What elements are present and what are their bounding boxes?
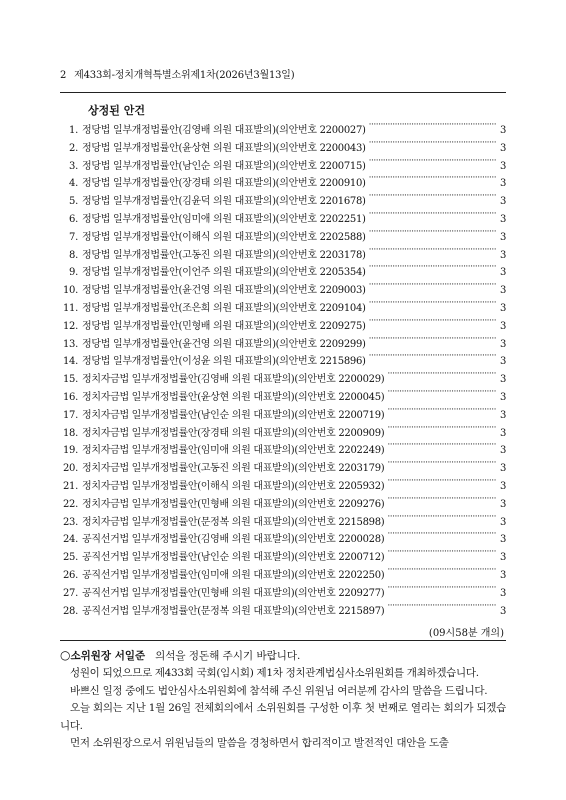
dot-leader bbox=[369, 192, 496, 204]
agenda-item-page: 3 bbox=[499, 302, 506, 314]
bottom-divider bbox=[60, 640, 506, 641]
agenda-item-number: 4. bbox=[69, 178, 78, 190]
agenda-item-title: 정당법 일부개정법률안(고동진 의원 대표발의)(의안번호 2203178) bbox=[82, 249, 366, 261]
agenda-item-title: 정당법 일부개정법률안(윤건영 의원 대표발의)(의안번호 2209003) bbox=[82, 285, 366, 297]
agenda-item-number: 20. bbox=[62, 463, 78, 475]
agenda-item-number: 10. bbox=[62, 285, 78, 297]
agenda-item-number: 12. bbox=[62, 320, 78, 332]
agenda-item bbox=[60, 424, 506, 442]
section-title: 상정된 안건 bbox=[88, 104, 145, 117]
agenda-item-title: 정당법 일부개정법률안(남인순 의원 대표발의)(의안번호 2200715) bbox=[82, 160, 366, 172]
agenda-item-number: 14. bbox=[62, 356, 78, 368]
agenda-item-title: 공직선거법 일부개정법률안(민형배 의원 대표발의)(의안번호 2209277) bbox=[82, 587, 385, 599]
agenda-item-number: 28. bbox=[62, 605, 78, 617]
agenda-item bbox=[60, 121, 506, 139]
agenda-item bbox=[60, 317, 506, 335]
dot-leader bbox=[387, 495, 496, 507]
running-header bbox=[60, 66, 294, 81]
dot-leader bbox=[387, 370, 496, 382]
agenda-item bbox=[60, 477, 506, 495]
agenda-item-page: 3 bbox=[499, 338, 506, 350]
dot-leader bbox=[387, 548, 496, 560]
dot-leader bbox=[369, 335, 496, 347]
agenda-item-number: 1. bbox=[69, 125, 78, 136]
agenda-item bbox=[60, 299, 506, 317]
agenda-item bbox=[60, 174, 506, 192]
speaker-mark: ○ bbox=[60, 648, 71, 662]
agenda-item-page: 3 bbox=[499, 587, 506, 599]
dot-leader bbox=[387, 530, 496, 542]
dot-leader bbox=[369, 263, 496, 275]
dot-leader bbox=[369, 174, 496, 186]
agenda-item bbox=[60, 210, 506, 228]
speech-body bbox=[60, 665, 506, 753]
agenda-item-number: 26. bbox=[62, 569, 78, 581]
agenda-item-page: 3 bbox=[499, 125, 506, 136]
dot-leader bbox=[387, 388, 496, 400]
agenda-item-title: 정치자금법 일부개정법률안(윤상현 의원 대표발의)(의안번호 2200045) bbox=[82, 391, 385, 403]
agenda-item-page: 3 bbox=[499, 320, 506, 332]
agenda-item-page: 3 bbox=[499, 463, 506, 475]
agenda-item-number: 27. bbox=[62, 587, 78, 599]
agenda-item-page: 3 bbox=[499, 249, 506, 261]
agenda-item-number: 19. bbox=[62, 445, 78, 457]
agenda-item bbox=[60, 352, 506, 370]
agenda-item-number: 25. bbox=[62, 552, 78, 564]
agenda-item bbox=[60, 139, 506, 157]
agenda-item-number: 7. bbox=[69, 231, 78, 243]
agenda-item bbox=[60, 157, 506, 175]
agenda-item-title: 정당법 일부개정법률안(조은희 의원 대표발의)(의안번호 2209104) bbox=[82, 302, 366, 314]
agenda-item bbox=[60, 370, 506, 388]
agenda-item-page: 3 bbox=[499, 534, 506, 546]
speaker-line bbox=[60, 648, 506, 663]
agenda-item-page: 3 bbox=[499, 160, 506, 172]
agenda-item-number: 2. bbox=[69, 142, 78, 154]
dot-leader bbox=[387, 566, 496, 578]
agenda-item-number: 13. bbox=[62, 338, 78, 350]
agenda-item-number: 21. bbox=[62, 480, 78, 492]
speech-paragraph: 성원이 되었으므로 제433회 국회(임시회) 제1차 정치관계법심사소위원회를 개최하겠습니다. bbox=[70, 667, 479, 679]
agenda-item-title: 공직선거법 일부개정법률안(임미애 의원 대표발의)(의안번호 2202250) bbox=[82, 569, 385, 581]
agenda-item-title: 정치자금법 일부개정법률안(김영배 의원 대표발의)(의안번호 2200029) bbox=[82, 374, 385, 386]
page-number: 2 bbox=[60, 70, 67, 81]
agenda-item-number: 22. bbox=[62, 498, 78, 510]
agenda-item-title: 정치자금법 일부개정법률안(문정복 의원 대표발의)(의안번호 2215898) bbox=[82, 516, 385, 528]
dot-leader bbox=[387, 602, 496, 614]
agenda-item-number: 9. bbox=[69, 267, 78, 279]
agenda-item-page: 3 bbox=[499, 196, 506, 208]
opening-time: (09시58분 개의) bbox=[428, 628, 504, 639]
agenda-item bbox=[60, 548, 506, 566]
agenda-item-number: 3. bbox=[69, 160, 78, 172]
agenda-item-title: 정당법 일부개정법률안(김윤덕 의원 대표발의)(의안번호 2201678) bbox=[82, 196, 366, 208]
agenda-item-page: 3 bbox=[499, 213, 506, 225]
top-divider bbox=[60, 92, 506, 93]
agenda-item-page: 3 bbox=[499, 445, 506, 457]
dot-leader bbox=[387, 406, 496, 418]
agenda-item bbox=[60, 459, 506, 477]
agenda-item-page: 3 bbox=[499, 356, 506, 368]
dot-leader bbox=[387, 441, 496, 453]
agenda-item bbox=[60, 228, 506, 246]
agenda-item-title: 정치자금법 일부개정법률안(고동진 의원 대표발의)(의안번호 2203179) bbox=[82, 463, 385, 475]
agenda-item-number: 6. bbox=[69, 213, 78, 225]
dot-leader bbox=[369, 210, 496, 222]
speaker-name: 소위원장 서일준 bbox=[70, 650, 146, 662]
speech-paragraph: 먼저 소위원장으로서 위원님들의 말씀을 경청하면서 합리적이고 발전적인 대안을 도출 bbox=[70, 737, 449, 750]
agenda-item bbox=[60, 335, 506, 353]
agenda-item bbox=[60, 584, 506, 602]
agenda-item-title: 정치자금법 일부개정법률안(이해식 의원 대표발의)(의안번호 2205932) bbox=[82, 480, 385, 492]
agenda-item-title: 정당법 일부개정법률안(김영배 의원 대표발의)(의안번호 2200027) bbox=[82, 125, 366, 136]
dot-leader bbox=[387, 584, 496, 596]
agenda-list bbox=[60, 121, 506, 619]
agenda-item-page: 3 bbox=[499, 374, 506, 386]
agenda-item bbox=[60, 602, 506, 620]
agenda-item-title: 정당법 일부개정법률안(임미애 의원 대표발의)(의안번호 2202251) bbox=[82, 213, 366, 225]
agenda-item-page: 3 bbox=[499, 516, 506, 528]
agenda-item-title: 정치자금법 일부개정법률안(남인순 의원 대표발의)(의안번호 2200719) bbox=[82, 409, 385, 421]
agenda-item-number: 15. bbox=[62, 374, 78, 386]
dot-leader bbox=[369, 281, 496, 293]
agenda-item-page: 3 bbox=[499, 427, 506, 439]
agenda-item bbox=[60, 530, 506, 548]
agenda-item bbox=[60, 388, 506, 406]
agenda-item-page: 3 bbox=[499, 231, 506, 243]
agenda-item-number: 17. bbox=[62, 409, 78, 421]
agenda-item-title: 정당법 일부개정법률안(이성윤 의원 대표발의)(의안번호 2215896) bbox=[82, 356, 366, 368]
agenda-item-page: 3 bbox=[499, 267, 506, 279]
agenda-item-title: 정당법 일부개정법률안(민형배 의원 대표발의)(의안번호 2209275) bbox=[82, 320, 366, 332]
agenda-item-number: 23. bbox=[62, 516, 78, 528]
agenda-item bbox=[60, 441, 506, 459]
agenda-item-number: 16. bbox=[62, 391, 78, 403]
dot-leader bbox=[387, 459, 496, 471]
agenda-item-page: 3 bbox=[499, 285, 506, 297]
agenda-item-page: 3 bbox=[499, 409, 506, 421]
agenda-item-title: 정치자금법 일부개정법률안(장경태 의원 대표발의)(의안번호 2200909) bbox=[82, 427, 385, 439]
agenda-item-title: 정치자금법 일부개정법률안(임미애 의원 대표발의)(의안번호 2202249) bbox=[82, 445, 385, 457]
dot-leader bbox=[387, 477, 496, 489]
agenda-item bbox=[60, 246, 506, 264]
agenda-item-title: 정당법 일부개정법률안(윤건영 의원 대표발의)(의안번호 2209299) bbox=[82, 338, 366, 350]
agenda-item-number: 24. bbox=[62, 534, 78, 546]
agenda-item-page: 3 bbox=[499, 142, 506, 154]
agenda-item-page: 3 bbox=[499, 569, 506, 581]
speech-paragraph: 바쁘신 일정 중에도 법안심사소위원회에 참석해 주신 위원님 여러분께 감사의 말씀을 드립니다. bbox=[70, 684, 488, 697]
agenda-item-title: 정당법 일부개정법률안(이언주 의원 대표발의)(의안번호 2205354) bbox=[82, 267, 366, 279]
agenda-item-title: 정당법 일부개정법률안(이해식 의원 대표발의)(의안번호 2202588) bbox=[82, 231, 366, 243]
agenda-item bbox=[60, 513, 506, 531]
dot-leader bbox=[369, 317, 496, 329]
agenda-item-number: 11. bbox=[62, 302, 78, 314]
agenda-item bbox=[60, 566, 506, 584]
agenda-item-page: 3 bbox=[499, 498, 506, 510]
dot-leader bbox=[387, 513, 496, 525]
agenda-item-title: 정당법 일부개정법률안(윤상현 의원 대표발의)(의안번호 2200043) bbox=[82, 142, 366, 154]
agenda-item bbox=[60, 281, 506, 299]
dot-leader bbox=[387, 424, 496, 436]
agenda-item bbox=[60, 263, 506, 281]
agenda-item-page: 3 bbox=[499, 552, 506, 564]
agenda-item bbox=[60, 192, 506, 210]
agenda-item-page: 3 bbox=[499, 178, 506, 190]
dot-leader bbox=[369, 352, 496, 364]
agenda-item-title: 공직선거법 일부개정법률안(문정복 의원 대표발의)(의안번호 2215897) bbox=[82, 605, 385, 617]
dot-leader bbox=[369, 139, 496, 151]
dot-leader bbox=[369, 246, 496, 258]
agenda-item-title: 정당법 일부개정법률안(장경태 의원 대표발의)(의안번호 2200910) bbox=[82, 178, 366, 190]
speech-paragraph: 오늘 회의는 지난 1월 26일 전체회의에서 소위원회를 구성한 이후 첫 번째로 열리는 회의가 되겠습니다. bbox=[60, 702, 506, 732]
agenda-item-title: 공직선거법 일부개정법률안(김영배 의원 대표발의)(의안번호 2200028) bbox=[82, 534, 385, 546]
agenda-item-number: 5. bbox=[69, 196, 78, 208]
dot-leader bbox=[369, 121, 496, 133]
agenda-item-page: 3 bbox=[499, 605, 506, 617]
agenda-item-page: 3 bbox=[499, 480, 506, 492]
session-info: 제433회-정치개혁특별소위제1차(2026년3월13일) bbox=[74, 70, 295, 81]
dot-leader bbox=[369, 299, 496, 311]
speaker-first-line: 의석을 정돈해 주시기 바랍니다. bbox=[155, 650, 301, 662]
agenda-item bbox=[60, 495, 506, 513]
dot-leader bbox=[369, 228, 496, 240]
agenda-item-title: 공직선거법 일부개정법률안(남인순 의원 대표발의)(의안번호 2200712) bbox=[82, 552, 385, 564]
agenda-item-number: 18. bbox=[62, 427, 78, 439]
agenda-item-number: 8. bbox=[69, 249, 78, 261]
agenda-item-title: 정치자금법 일부개정법률안(민형배 의원 대표발의)(의안번호 2209276) bbox=[82, 498, 385, 510]
agenda-item bbox=[60, 406, 506, 424]
agenda-item-page: 3 bbox=[499, 391, 506, 403]
dot-leader bbox=[369, 157, 496, 169]
